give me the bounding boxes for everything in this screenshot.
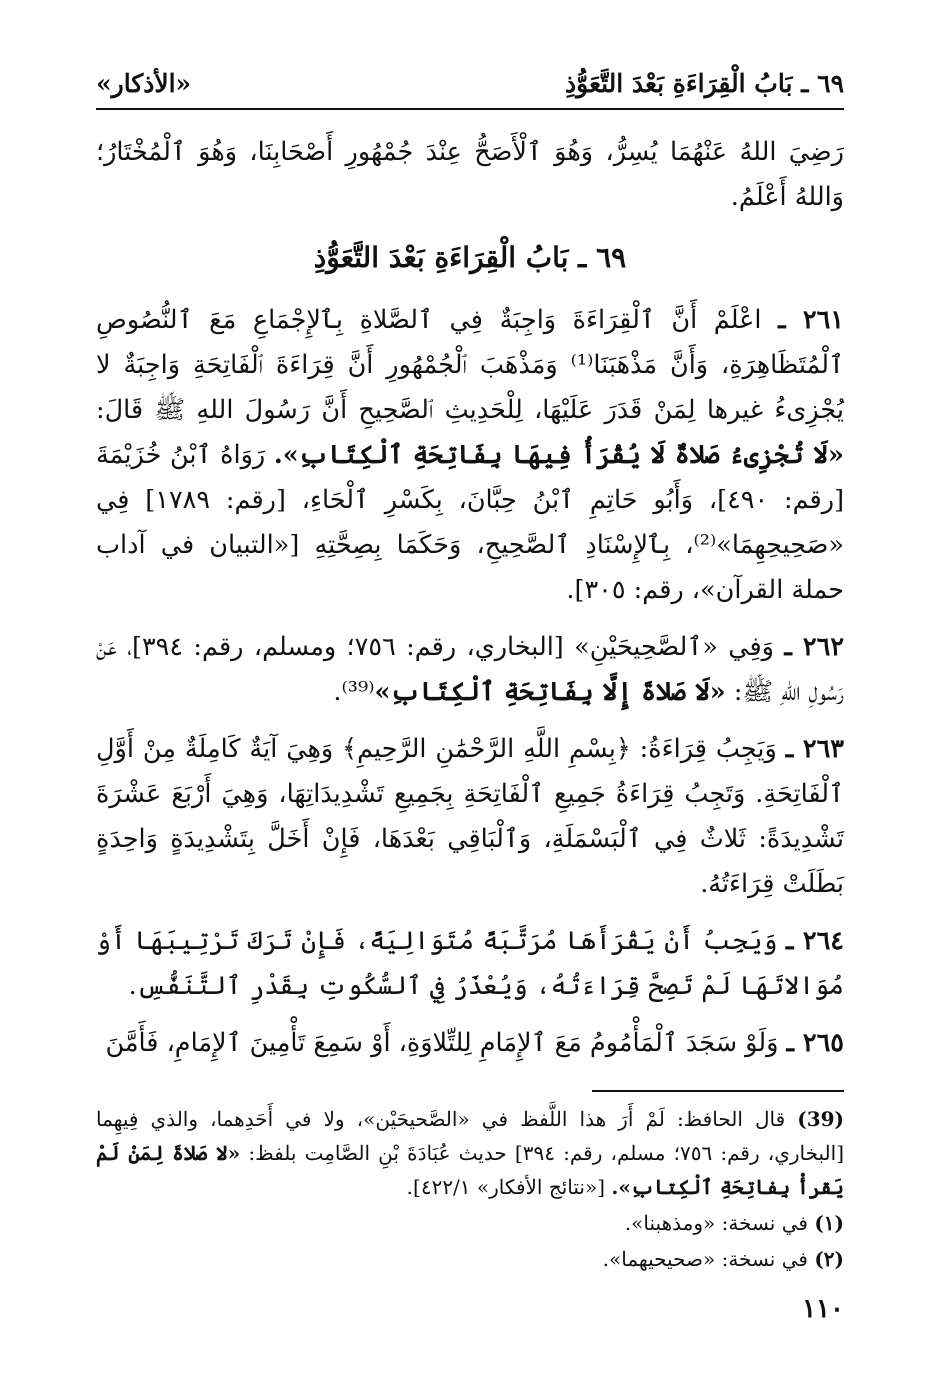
hadith-quote: «لَا صَلاةَ إِلَّا بِفَاتِحَةِ ٱلْكِتَابِ» (374, 677, 726, 707)
footnote-text: في نسخة: «صحيحيهما». (602, 1247, 808, 1271)
paragraph-number: ٢٦٤ ـ (786, 926, 844, 956)
main-text (96, 130, 844, 1078)
paragraph-number: ٢٦٣ ـ (785, 734, 844, 764)
paragraph-text: رَوَاهُ ٱبْنُ خُزَيْمَةَ [رقم: ٤٩٠]، وَأَبُو حَاتِمِ ٱبْنُ حِبَّانَ، بِكَسْرِ ٱلْحَاءِ، [رقم: ١٧٨٩] فِي «صَحِيحِهِمَا»⁽²⁾، بِٱلإِسْنَادِ ٱلصَّحِيحِ، وَحَكَمَا بِصِحَّتِهِ [«التبيان في آداب حملة القرآن»، رقم: ٣٠٥]. (96, 440, 845, 605)
footnote-marker: (39) (797, 1107, 845, 1131)
paragraph-text: اعْلَمْ أَنَّ ٱلْقِرَاءَةَ وَاجِبَةٌ فِي ٱلصَّلاةِ بِٱلإِجْمَاعِ مَعَ ٱلنُّصُوصِ ٱلْمُتَظَاهِرَةِ، وَأَنَّ مَذْهَبَنَا⁽¹⁾ وَمَذْهَبَ ٱلْجُمْهُورِ أَنَّ قِرَاءَةَ ٱلْفَاتِحَةِ وَاجِبَةٌ لا يُجْزِىءُ غيرها لِمَنْ قَدَرَ عَلَيْهَا، لِلْحَدِيثِ ٱلصَّحِيحِ أَنَّ رَسُولَ اللهِ ﷺ قَالَ: (96, 305, 844, 425)
paragraph-261 (96, 298, 844, 613)
footnote-1 (96, 1206, 844, 1240)
footnote-reference: ⁽³⁹⁾. (333, 677, 375, 707)
continuation-paragraph: رَضِيَ اللهُ عَنْهُمَا يُسِرُّ، وَهُوَ ٱلْأَصَحُّ عِنْدَ جُمْهُورِ أَصْحَابِنَا، وَهُوَ ٱلْمُخْتَارُ؛ وَاللهُ أَعْلَمُ. (96, 137, 844, 212)
paragraph-text: وَفِي «ٱلصَّحِيحَيْنِ» [البخاري، رقم: ٧٥٦؛ ومسلم، رقم: ٣٩٤]، عَنْ رَسُولِ اللهِ ﷺ: (96, 632, 844, 707)
paragraph-263 (96, 727, 844, 907)
header-book-title: «الأذكار» (96, 69, 192, 98)
page-number: ١١٠ (802, 1294, 844, 1324)
footnote-marker: (٢) (814, 1247, 844, 1271)
paragraph-text: وَيَجِبُ أَنْ يَقْرَأَهَا مُرَتَّبَةً مُتَوَالِيَةً، فَإِنْ تَرَكَ تَرْتِيبَهَا أَوْ مُوَالاتَهَا لَمْ تَصِحَّ قِرَاءَتُهُ، وَيُعْذَرُ فِي ٱلسُّكُوتِ بِقَدْرِ ٱلتَّنَفُّسِ. (96, 926, 844, 1001)
footnote-text: قال الحافظ: لَمْ أَرَ هذا اللَّفظ في «الصَّحيحَيْن»، ولا في أَحَدِهما، والذي فِيهِما [البخاري، رقم: ٧٥٦؛ مسلم، رقم: ٣٩٤] حديث عُبَادَةَ بْنِ الصَّامِت بلفظ: (96, 1107, 845, 1165)
footnotes (96, 1102, 844, 1278)
footnote-39 (96, 1102, 844, 1204)
paragraph-text: وَيَجِبُ قِرَاءَةُ: ﴿بِسْمِ اللَّهِ الرَّحْمَٰنِ الرَّحِيمِ﴾ وَهِيَ آيَةٌ كَامِلَةٌ مِنْ أَوَّلِ ٱلْفَاتِحَةِ. وَتَجِبُ قِرَاءَةُ جَمِيعِ ٱلْفَاتِحَةِ بِجَمِيعِ تَشْدِيدَاتِهَا، وَهِيَ أَرْبَعَ عَشْرَةَ تَشْدِيدَةً: ثَلاثٌ فِي ٱلْبَسْمَلَةِ، وَٱلْبَاقِي بَعْدَهَا، فَإِنْ أَخَلَّ بِتَشْدِيدَةٍ وَاحِدَةٍ بَطَلَتْ قِرَاءَتُهُ. (96, 734, 844, 899)
paragraph-number: ٢٦٢ ـ (784, 632, 845, 662)
paragraph-text: وَلَوْ سَجَدَ ٱلْمَأْمُومُ مَعَ ٱلإِمَامِ لِلتِّلاوَةِ، أَوْ سَمِعَ تَأْمِينَ ٱلإِمَامِ، فَأَمَّنَ (105, 1028, 779, 1058)
paragraph-262 (96, 625, 844, 715)
paragraph-number: ٢٦٥ ـ (786, 1028, 844, 1058)
footnote-text: [«نتائج الأفكار» ٤٢٢/١]. (406, 1175, 606, 1199)
paragraph-265 (96, 1021, 844, 1066)
footnote-2 (96, 1242, 844, 1276)
chapter-heading: ٦٩ ـ بَابُ الْقِرَاءَةِ بَعْدَ التَّعَوُّذِ (313, 241, 627, 274)
running-header (96, 58, 844, 98)
header-chapter-title: ٦٩ ـ بَابُ الْقِرَاءَةِ بَعْدَ التَّعَوُّذِ (565, 69, 844, 98)
hadith-quote: «لَا تُجْزِىءُ صَلاةٌ لَا يُقْرَأُ فِيهَا بِفَاتِحَةِ ٱلْكِتَابِ». (273, 440, 844, 470)
footnote-hadith: «لا صَلاةَ لِمَنْ لَمْ يَقرأْ بِفاتِحَةِ ٱلْكِتابِ». (96, 1141, 844, 1199)
paragraph-264 (96, 919, 844, 1009)
footnote-divider (592, 1090, 844, 1092)
footnote-text: في نسخة: «ومذهبنا». (624, 1211, 808, 1235)
header-divider (96, 108, 844, 110)
footnote-marker: (١) (814, 1211, 844, 1235)
paragraph-number: ٢٦١ ـ (778, 305, 844, 335)
